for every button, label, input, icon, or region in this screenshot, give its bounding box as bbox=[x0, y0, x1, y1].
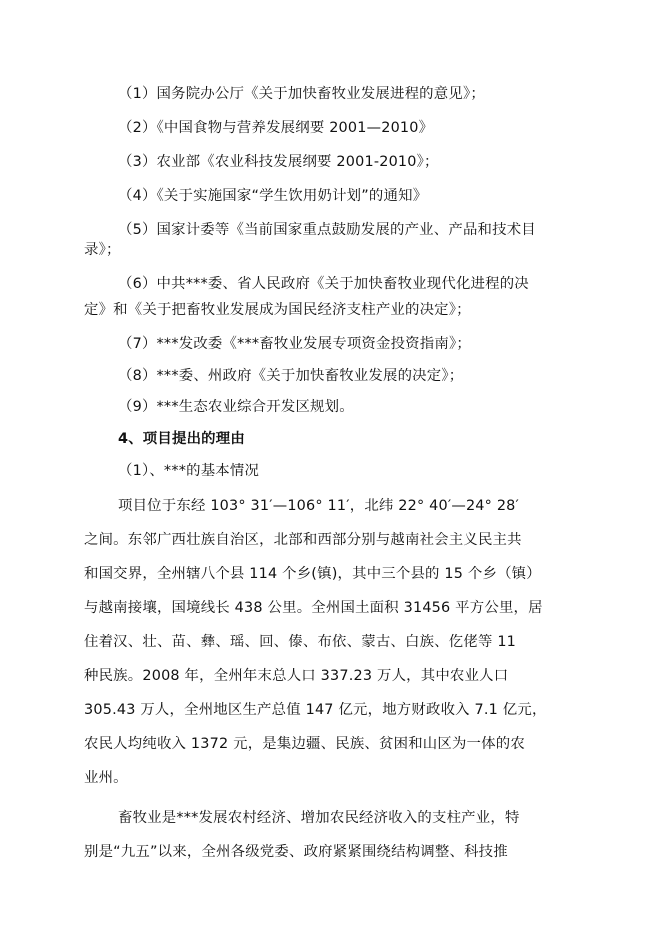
law-item-9: （9）***生态农业综合开发区规划。 bbox=[118, 399, 354, 415]
law-item-5: （5）国家计委等《当前国家重点鼓励发展的产业、产品和技术目 bbox=[118, 222, 536, 238]
law-item-1: （1）国务院办公厅《关于加快畜牧业发展进程的意见》； bbox=[118, 86, 485, 102]
paragraph-line: 畜牧业是***发展农村经济、增加农民经济收入的支柱产业，特 bbox=[118, 810, 520, 826]
paragraph-line: 305.43 万人，全州地区生产总值 147 亿元，地方财政收入 7.1 亿元， bbox=[84, 702, 547, 718]
paragraph-line: 别是“九五”以来，全州各级党委、政府紧紧围绕结构调整、科技推 bbox=[84, 844, 508, 860]
subsection-heading: （1）、***的基本情况 bbox=[118, 463, 260, 479]
paragraph-line: 农民人均纯收入 1372 元，是集边疆、民族、贫困和山区为一体的农 bbox=[84, 736, 525, 752]
paragraph-line: 种民族。2008 年，全州年末总人口 337.23 万人，其中农业人口 bbox=[84, 668, 509, 684]
law-item-7: （7）***发改委《***畜牧业发展专项资金投资指南》； bbox=[118, 336, 471, 352]
law-item-3: （3）农业部《农业科技发展纲要 2001-2010》； bbox=[118, 154, 439, 170]
law-item-8: （8）***委、州政府《关于加快畜牧业发展的决定》； bbox=[118, 368, 464, 384]
law-item-5-continued: 录》； bbox=[84, 242, 121, 258]
paragraph-line: 之间。东邻广西壮族自治区，北部和西部分别与越南社会主义民主共 bbox=[84, 532, 522, 548]
law-item-4: （4）《关于实施国家“学生饮用奶计划”的通知》 bbox=[118, 188, 428, 204]
paragraph-line: 项目位于东经 103° 31′—106° 11′，北纬 22° 40′—24° 28′ bbox=[118, 498, 519, 514]
paragraph-line: 与越南接壤，国境线长 438 公里。全州国土面积 31456 平方公里，居 bbox=[84, 600, 543, 616]
law-item-6-continued: 定》和《关于把畜牧业发展成为国民经济支柱产业的决定》； bbox=[84, 302, 471, 318]
section-heading: 4、项目提出的理由 bbox=[118, 431, 245, 447]
law-item-2: （2）《中国食物与营养发展纲要 2001—2010》 bbox=[118, 120, 434, 136]
paragraph-line: 业州。 bbox=[84, 770, 128, 786]
paragraph-line: 和国交界，全州辖八个县 114 个乡(镇)，其中三个县的 15 个乡（镇） bbox=[84, 566, 541, 582]
law-item-6: （6）中共***委、省人民政府《关于加快畜牧业现代化进程的决 bbox=[118, 276, 529, 292]
paragraph-line: 住着汉、壮、苗、彝、瑶、回、傣、布依、蒙古、白族、仡佬等 11 bbox=[84, 634, 517, 650]
